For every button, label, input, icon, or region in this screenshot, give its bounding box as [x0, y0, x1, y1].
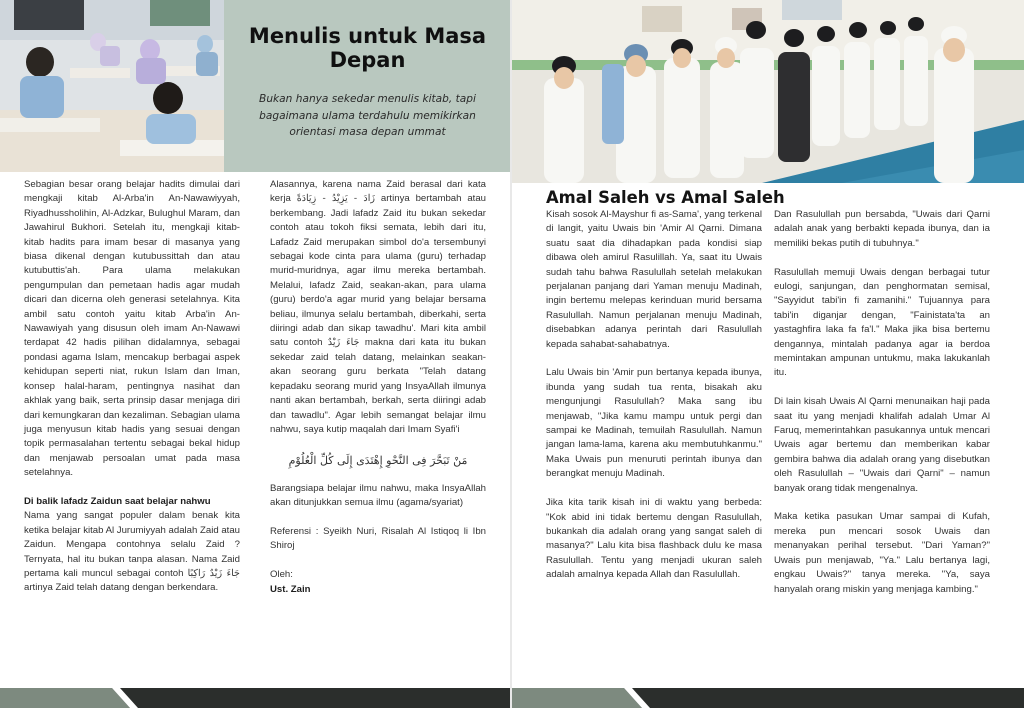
text-run: Alasannya, karena nama Zaid berasal dari kata kerja: [270, 179, 486, 205]
paragraph: Lalu Uwais bin 'Amir pun bertanya kepada ibunya, ibunda yang sudah tua renta, bisakah aku mengunjungi Rasulullah? Maka sang ibu menjawab, "Jika kamu mampu untuk pergi dan sampai ke Madinah, temuilah Rasulullah. Namun jangan lama-lama, karena aku membutuhkanmu." Maka Uwais pun menuruti perintah ibunya dan berangkat menuju Madinah.: [546, 367, 762, 480]
section-heading: Di balik lafadz Zaidun saat belajar nahwu: [24, 495, 211, 507]
left-footer-drawing: [0, 688, 511, 708]
header-panel: [224, 0, 511, 172]
right-page: [512, 0, 1024, 708]
arabic-inline: زَادَ - يَزِيْدُ - زِيَادَةً: [296, 193, 376, 205]
left-footer-band: [0, 688, 511, 708]
text-run: artinya bertambah atau berkembang. Jadi lafadz Zaid itu bukan sekedar contoh atau tokoh fiksi semata, lebih dari itu, Lafadz Zaid merupakan simbol do'a tersembunyi sebagai kode cinta para ulama (guru) terhadap murid-muridnya, agar ilmu mereka bertambah. Melalui, lafadz Zaid, seakan-akan, para ulama (guru) berdo'a agar murid yang belajar bersama beliau, ilmunya selalu bertambah, diberkahi, serta diiringi adab dan sikap tawadhu'. Mari kita ambil satu contoh: [270, 193, 487, 349]
left-column-2: [270, 178, 486, 597]
paragraph: Rasulullah memuji Uwais dengan berbagai tutur eulogi, sanjungan, dan penghormatan semisal, "Sayyidut tabi'in fi zamanihi." Tujuannya para tabi'in diganjar dengan, "Fainistata'ta an yastaghfira laka fa fa'l." Maka jika bisa bertemu dengannya, mintalah padanya agar ia berdoa memintakan ampunan untukmu, maka lakukanlah itu.: [774, 266, 990, 379]
paragraph: Di lain kisah Uwais Al Qarni menunaikan haji pada saat itu yang menjadi khalifah adalah Umar Al Faruq, memerintahkan pasukannya untuk mencari Uwais agar bertemu dan memberikan kabar gembira bahwa dia adalah orang yang disebutkan oleh Rasulullah – "Uwais dari Qarni" – namun banyak orang tidak mengenalnya.: [774, 396, 990, 494]
paragraph: Sebagian besar orang belajar hadits dimulai dari mengkaji kitab Al-Arba'in An-Nawawiyyah, Riyadhussholihin, Al-Adzkar, Bulughul Maram, dan Jawahirul Bukhori. Setelah itu, mengkaji kitab-kitab hadits para imam besar di masanya yang biasa dikenal dengan kutubussittah dan atau kutubuttis'ah. Para ulama melakukan pengumpulan dan pemetaan hadis agar mudah dicari dan dicerna oleh generasi setelahnya. Kita ambil satu contoh yaitu kitab Arba'in An-Nawawiyah yang disusun oleh imam An-Nawawi terdapat 42 hadis pilihan didalamnya, sebagai pondasi agama Islam, mencakup berbagai aspek kehidupan seperti niat, rukun Islam dan Iman, konsep halal-haram, pentingnya nasihat dan akhlak yang baik, serta prinsip dasar menjaga diri dari kemungkaran dan kezaliman. Sebagian ulama juga menyusun kitab hadis yang sesuai dengan topik permasalahan tertentu sebagai bekal hidup dan menjawab persoalan umat pada masa setelahnya.: [24, 179, 240, 479]
author-name: [270, 583, 486, 597]
right-footer-drawing: [512, 688, 1024, 708]
right-footer-band: [512, 688, 1024, 708]
classroom-photo: [0, 0, 224, 172]
text-run: artinya Zaid telah datang dengan berkendara.: [24, 582, 219, 594]
text-run: makna dari kata itu bukan sekedar zaid telah datang, melainkan seakan-akan seorang guru berkata "Telah datang kepadaku seorang murid yang InsyaAllah ilmunya nanti akan bertambah, berkah, serta diiringi adab dan tawadlu". Agar lebih semangat belajar ilmu nahwu, saya kutip maqalah dari Imam Syafi'i: [270, 337, 486, 435]
article-subtitle: Bukan hanya sekedar menulis kitab, tapi bagaimana ulama terdahulu memikirkan orientasi masa depan ummat: [259, 93, 476, 139]
classroom-photo-drawing: [0, 0, 224, 172]
paragraph: [270, 178, 486, 437]
text-run: Nama yang sangat populer dalam benak kita ketika belajar kitab Al Jurumiyyah adalah Zaid atau Zaidun. Mengapa contohnya selalu Zaid ? Ternyata, hal itu bukan tanpa alasan. Nama Zaid pertama kali muncul sebagai contoh: [24, 510, 240, 579]
paragraph: Maka ketika pasukan Umar sampai di Kufah, mereka pun mencari sosok Uwais dan menanyakan perihal tersebut. "Dari Yaman?" Uwais pun menjawab, "Ya." Lalu bertanya lagi, engkau Uwais?" tanya mereka. "Ya, saya hanyalah orang miskin yang menjaga kambing.": [774, 511, 990, 595]
prayer-photo-drawing: [512, 0, 1024, 183]
article-title-right: Amal Saleh vs Amal Saleh: [546, 188, 785, 207]
article-title-line1: Menulis untuk Masa: [248, 24, 487, 48]
arabic-inline: جَاءَ زَيْدٌ رَاكِبًا: [187, 567, 240, 579]
right-column-1: [546, 208, 762, 597]
prayer-photo: [512, 0, 1024, 183]
reference: Referensi : Syeikh Nuri, Risalah Al Istiqoq li Ibn Shiroj: [270, 525, 486, 552]
left-column-1: [24, 178, 240, 596]
paragraph: Kisah sosok Al-Mayshur fi as-Sama', yang terkenal di langit, yaitu Uwais bin 'Amir Al Qarni. Dimana suatu saat dia dihadapkan pada kondisi siap dibawa oleh amirul Rasulillah. Ya, saat itu Uwais sudah tahu bahwa Rasulullah setelah melakukan perjalanan panjang dari Yaman menuju Madinah, ingin bertemu melepas kerinduan murid bersama Rasulullah. Namun perjalanan menuju Madinah, disebabkan adanya perintah dari Rasulullah kepada sahabat-sahabatnya.: [546, 209, 762, 350]
paragraph: Dan Rasulullah pun bersabda, "Uwais dari Qarni adalah anak yang berbakti kepada ibunya, dan ia memiliki bekas putih di tubuhnya.": [774, 209, 990, 249]
article-title: [224, 24, 511, 72]
author-name-text: Ust. Zain: [270, 583, 311, 595]
left-page: [0, 0, 511, 708]
arabic-quote: مَنْ تَبَحَّرَ فِى النَّحْوِ إِهْتَدَى إِلَى كُلِّ الْعُلُوْمِ: [288, 453, 468, 467]
paragraph: [24, 509, 240, 595]
paragraph: Barangsiapa belajar ilmu nahwu, maka InsyaAllah akan ditunjukkan semua ilmu (agama/syariat): [270, 482, 486, 509]
paragraph: Jika kita tarik kisah ini di waktu yang berbeda: "Kok abid ini tidak bertemu dengan Rasulullah, bukankah dia adalah orang yang sangat saleh di masanya?" Lalu kita bisa flashback dulu ke masa Rasulullah. Tentu yang menjadi ukuran saleh adalah amalnya kepada Allah dan Rasulullah.: [546, 497, 762, 581]
article-title-line2: Depan: [329, 48, 406, 72]
arabic-inline: جَاءَ زَيْدٌ: [327, 337, 360, 349]
byline-label: Oleh:: [270, 569, 293, 581]
right-column-2: [774, 208, 990, 611]
